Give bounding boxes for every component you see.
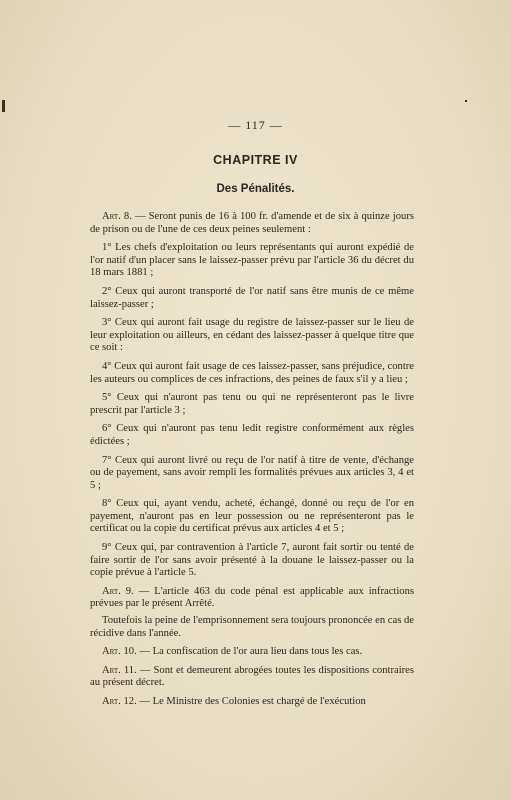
paragraph-text: — Sont et demeurent abrogées toutes les dispositions contraires au présent décret. — [90, 664, 414, 689]
paragraph-text: — La confiscation de l'or aura lieu dans tous les cas. — [136, 646, 363, 658]
paragraph-text: 3° Ceux qui auront fait usage du registre de laissez-passer sur le lieu de leur exploitation ou ailleurs, en cédant des laissez-passer à quelque titre que ce soit : — [90, 317, 414, 354]
section-heading: Des Pénalités. — [216, 183, 295, 195]
paragraph-text: — L'article 463 du code pénal est applicable aux infractions prévues par le présent Arrêté. — [90, 585, 414, 610]
article-label: Art. 11. — [102, 664, 137, 676]
paragraph-art-8 — [90, 211, 414, 236]
paragraph-text: 6° Ceux qui n'auront pas tenu ledit registre conformément aux règles édictées ; — [90, 423, 414, 447]
margin-ink-mark — [2, 100, 5, 112]
paragraph-art-9-cont — [90, 615, 414, 640]
paragraph-text: Toutefois la peine de l'emprisonnement sera toujours prononcée en cas de récidive dans l'année. — [90, 615, 414, 639]
article-label: Art. 10. — [102, 646, 137, 658]
paragraph-text: — Seront punis de 16 à 100 fr. d'amende et de six à quinze jours de prison ou de l'une de ces deux peines seulement : — [90, 211, 414, 235]
paragraph-text: 5° Ceux qui n'auront pas tenu ou qui ne représenteront pas le livre prescrit par l'article 3 ; — [90, 392, 414, 416]
article-label: Art. 8. — [102, 211, 132, 222]
paragraph-art-11 — [90, 665, 414, 690]
chapter-heading: CHAPITRE IV — [213, 153, 298, 167]
paragraph-item-1 — [90, 242, 414, 280]
article-label: Art. 12. — [102, 696, 137, 707]
paragraph-item-2 — [90, 286, 414, 311]
paragraph-art-9 — [90, 586, 414, 611]
paragraph-text: — Le Ministre des Colonies est chargé de l'exécution — [136, 696, 366, 707]
paragraph-item-5 — [90, 392, 414, 417]
paragraph-text: 1° Les chefs d'exploitation ou leurs représentants qui auront expédié de l'or natif d'un placer sans le laissez-passer prévu par l'article 36 du décret du 18 mars 1881 ; — [90, 242, 414, 279]
paragraph-text: 4° Ceux qui auront fait usage de ces laissez-passer, sans préjudice, contre les auteurs ou complices de ces infractions, des peines de faux s'il y a lieu ; — [90, 360, 414, 385]
paragraph-item-7 — [90, 455, 414, 493]
paragraph-art-12 — [90, 696, 414, 709]
page-number: — 117 — — [228, 118, 283, 132]
paragraph-item-3 — [90, 317, 414, 355]
paragraph-text: 9° Ceux qui, par contravention à l'article 7, auront fait sortir ou tenté de faire sortir de l'or sans avoir présenté à la douane le laissez-passer ou la copie prévue à l'article 5. — [90, 542, 414, 579]
paragraph-item-4 — [90, 361, 414, 386]
paragraph-item-8 — [90, 498, 414, 536]
paragraph-text: 2° Ceux qui auront transporté de l'or natif sans être munis de ce même laissez-passer ; — [90, 285, 414, 310]
body-text — [90, 211, 414, 715]
paragraph-text: 7° Ceux qui auront livré ou reçu de l'or natif à titre de vente, d'échange ou de payement, sans avoir rempli les formalités prévues aux articles 3, 4 et 5 ; — [90, 454, 414, 491]
paragraph-item-6 — [90, 423, 414, 448]
paragraph-text: 8° Ceux qui, ayant vendu, acheté, échangé, donné ou reçu de l'or en payement, n'auront pas en leur possession ou ne représenteront pas le certificat ou la copie du certificat prévus aux articles 4 et 5 ; — [90, 498, 414, 535]
margin-ink-dot — [465, 100, 467, 102]
paragraph-art-10 — [90, 646, 414, 659]
article-label: Art. 9. — [102, 585, 134, 597]
paragraph-item-9 — [90, 542, 414, 580]
